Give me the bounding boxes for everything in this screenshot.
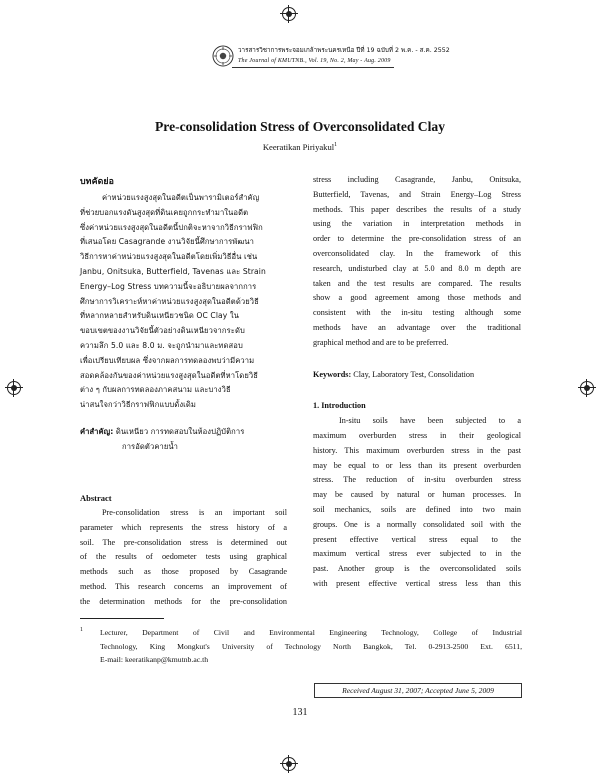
thai-abstract-line: Janbu, Onitsuka, Butterfield, Tavenas และ Strain <box>80 266 266 276</box>
received-note: Received August 31, 2007; Accepted June 5, 2009 <box>342 686 494 695</box>
intro-line: may be equal to or less than its present overburden <box>313 460 521 470</box>
abstract-line: Pre-consolidation stress is an important soil <box>102 508 287 517</box>
registration-mark-bottom <box>282 757 296 771</box>
abstract-line: order to determine the pre-consolidation stress of an <box>313 234 521 244</box>
author-name: Keeratikan Piriyakul <box>262 142 335 152</box>
page-number: 131 <box>292 707 308 718</box>
abstract-line: graphical method and are to be preferred. <box>313 337 449 347</box>
journal-english-title: The Journal of KMUTNB., Vol. 19, No. 2, May - Aug. 2009 <box>238 58 391 64</box>
footnote-line: Lecturer, Department of Civil and Environmental Engineering Technology, College of Industrial <box>100 628 522 637</box>
thai-abstract-line: ต่าง ๆ กับผลการทดลองภาคสนาม และบางวิธี <box>80 385 231 395</box>
footnote-line: Technology, King Mongkut's University of Technology North Bangkok, Tel. 0-2913-2500 Ext. 6511, <box>100 641 522 651</box>
english-keywords-label: Keywords: <box>313 369 352 379</box>
intro-line: maximum overburden stress in their geological <box>313 430 521 440</box>
abstract-line: methods. This paper describes the results of a study <box>313 204 521 214</box>
thai-abstract-line: ที่เสนอโดย Casagrande งานวิจัยนี้ศึกษาการพัฒนา <box>80 237 255 247</box>
intro-line: In-situ soils have been subjected to a <box>339 416 521 426</box>
abstract-line: methods such as those proposed by Casagrande <box>80 567 287 577</box>
abstract-line: using the variation in interpretation methods in <box>313 219 521 229</box>
received-box <box>314 683 522 698</box>
footnote-line: E-mail: keeratikanp@kmutnb.ac.th <box>100 655 209 664</box>
thai-keywords-line1: ดินเหนียว การทดสอบในห้องปฏิบัติการ <box>115 426 245 436</box>
registration-mark-top <box>282 7 296 21</box>
thai-abstract-line: เพื่อเปรียบเทียบผล ซึ่งจากผลการทดลองพบว่ามีความ <box>80 355 255 365</box>
abstract-line: consistent with the in-situ testing although some <box>313 308 521 318</box>
thai-abstract-line: สอดคล้องกันของค่าหน่วยแรงสูงสุดในอดีตที่หาโดยวิธี <box>80 370 258 380</box>
intro-line: groups. One is a normally consolidated soil with the <box>313 519 521 529</box>
thai-keywords-line2: การอัดตัวคายน้ำ <box>122 441 178 451</box>
article-title: Pre-consolidation Stress of Overconsolidated Clay <box>155 119 445 134</box>
thai-keywords-label: คำสำคัญ: <box>80 426 114 436</box>
author-footnote-marker: 1 <box>334 142 338 149</box>
intro-line: soil mechanics, soils are defined into two main <box>313 504 521 514</box>
journal-thai-title: วารสารวิชาการพระจอมเกล้าพระนครเหนือ ปีที่ 19 ฉบับที่ 2 พ.ค. - ส.ค. 2552 <box>238 47 450 54</box>
intro-line: history. This maximum overburden stress in the past <box>313 445 521 455</box>
abstract-line: overconsolidated clay. In the framework of this <box>313 248 521 258</box>
thai-abstract-line: ค่าหน่วยแรงสูงสุดในอดีตเป็นพารามิเตอร์สำคัญ <box>102 193 260 202</box>
english-keywords <box>313 368 521 383</box>
header-rule <box>232 67 394 68</box>
footnote-rule <box>80 618 164 619</box>
registration-mark-right <box>580 381 594 395</box>
journal-logo-icon <box>212 45 234 67</box>
abstract-line: of the results of oedometer tests using graphical <box>80 552 287 562</box>
english-keywords-text: Clay, Laboratory Test, Consolidation <box>353 369 475 379</box>
abstract-line: methods have an advantage over the traditional <box>313 322 521 332</box>
english-abstract <box>80 490 287 610</box>
intro-line: maximum vertical stress ever subjected to in the <box>313 549 521 559</box>
thai-abstract-body <box>80 191 287 413</box>
abstract-line: Butterfield, Tavenas, and Strain Energy–Log Stress <box>313 189 521 199</box>
abstract-line: the determination methods for the pre-consolidation <box>80 596 287 606</box>
thai-abstract-line: ขอบเขตของงานวิจัยนี้ตัวอย่างดินเหนียวจากระดับ <box>80 326 245 336</box>
left-column <box>80 174 287 455</box>
abstract-line: research, undisturbed clay at 5.0 and 8.0 m depth are <box>313 263 521 273</box>
thai-abstract-line: ที่ช่วยบอกแรงดันสูงสุดที่ดินเคยถูกกระทำมาในอดีต <box>80 207 249 217</box>
abstract-line: soil. The pre-consolidation stress is determined out <box>80 537 287 547</box>
thai-abstract-line: ความลึก 5.0 และ 8.0 ม. จะถูกนำมาและทดสอบ <box>80 340 243 350</box>
thai-abstract-line: วิธีการหาค่าหน่วยแรงสูงสุดในอดีตโดยเพิ่มวิธีอื่น เช่น <box>80 252 258 262</box>
introduction-heading: 1. Introduction <box>313 401 366 411</box>
intro-line: stress. The reduction of in-situ overburden stress <box>313 475 521 485</box>
thai-abstract-line: Energy–Log Stress บทความนี้จะอธิบายผลจากการ <box>80 281 257 291</box>
abstract-heading: Abstract <box>80 493 112 503</box>
intro-line: past. Another group is the overconsolidated soils <box>313 564 521 574</box>
thai-abstract-line: น่าสนใจกว่าวิธีกราฟฟิกแบบดั้งเดิม <box>80 400 196 410</box>
registration-mark-left <box>7 381 21 395</box>
thai-abstract-line: ซึ่งค่าหน่วยแรงสูงสุดในอดีตนี้ปกติจะหาจากวิธีกราฟฟิก <box>80 222 263 232</box>
right-column <box>313 173 521 592</box>
intro-line: present effective vertical stress equal to the <box>313 534 521 544</box>
thai-abstract-heading: บทคัดย่อ <box>80 177 115 187</box>
thai-keywords <box>80 425 287 455</box>
article-author <box>0 142 600 152</box>
intro-line: may be caused by natural or human processes. In <box>313 490 521 500</box>
abstract-line: taken and the test results are compared. The results <box>313 278 521 288</box>
thai-abstract-line: ศึกษาการวิเคราะห์หาค่าหน่วยแรงสูงสุดในอดีตด้วยวิธี <box>80 296 259 306</box>
footnote <box>80 626 522 667</box>
abstract-line: show a good agreement among those methods and <box>313 293 521 303</box>
abstract-line: parameter which represents the stress history of a <box>80 522 287 532</box>
abstract-line: stress including Casagrande, Janbu, Onitsuka, <box>313 175 521 184</box>
intro-line: with present effective vertical stress less than this <box>313 578 521 588</box>
abstract-line: method. This research concerns an improvement of <box>80 581 287 591</box>
footnote-marker: 1 <box>80 627 83 633</box>
thai-abstract-line: ที่หลากหลายสำหรับดินเหนียวชนิด OC Clay ใน <box>80 311 239 321</box>
